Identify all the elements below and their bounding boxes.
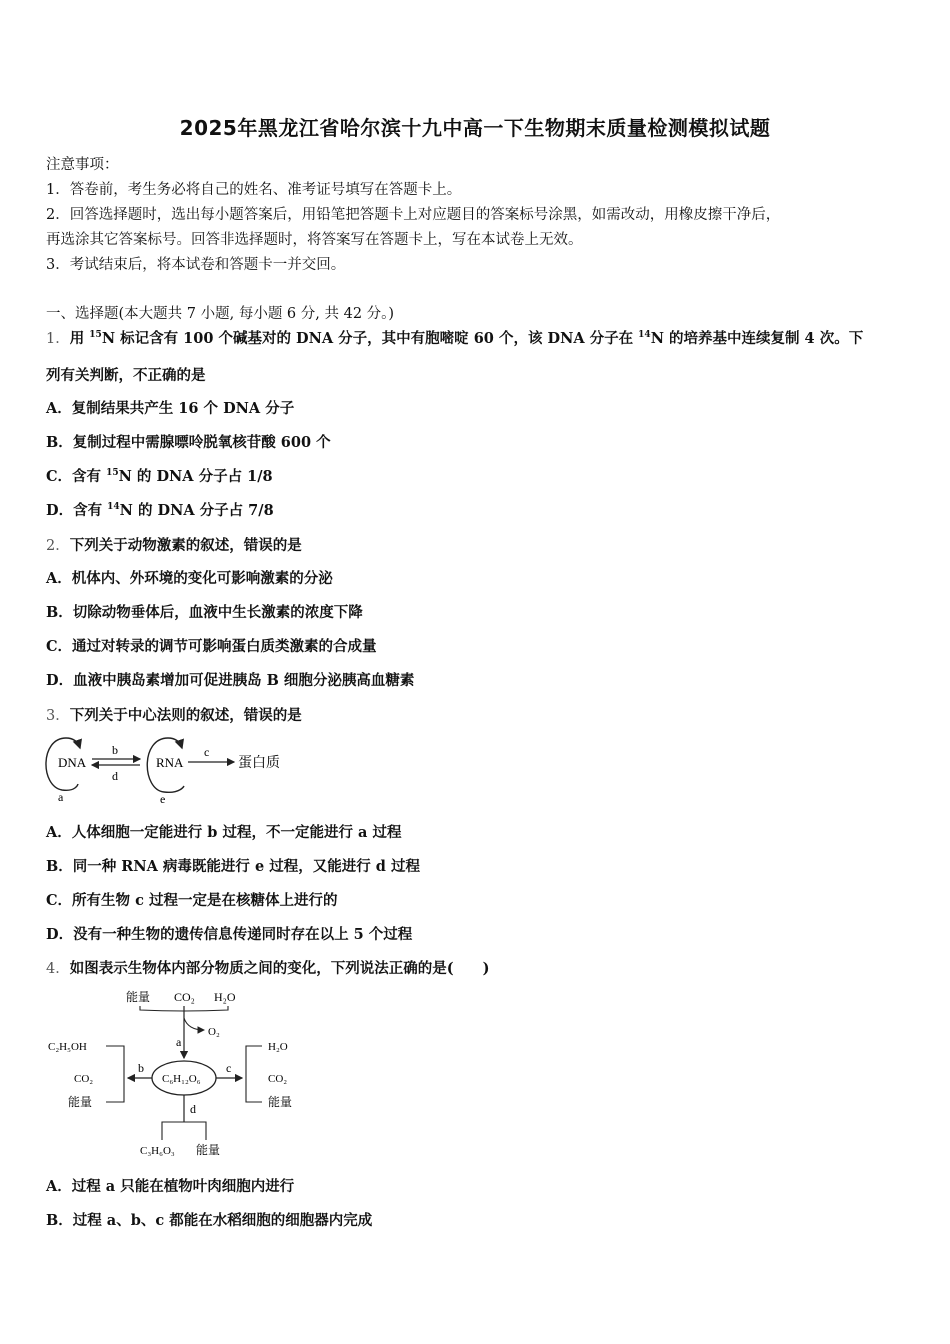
metabolism-diagram — [44, 984, 314, 1162]
central-dogma-diagram — [40, 728, 300, 810]
o2-label: O₂ — [208, 1026, 220, 1038]
bottom-energy: 能量 — [196, 1143, 221, 1157]
q1-option-d-sup: 14 — [107, 502, 120, 513]
bottom-lactate: C₃H₆O₃ — [140, 1145, 175, 1157]
q3-option-a: A．人体细胞一定能进行 b 过程，不一定能进行 a 过程 — [46, 824, 402, 841]
top-h2o: H₂O — [214, 990, 236, 1004]
q1-stem-b: N 标记含有 100 个碱基对的 DNA 分子，其中有胞嘧啶 60 个，该 DNA 分子在 — [101, 330, 639, 347]
q2-option-a: A．机体内、外环境的变化可影响激素的分泌 — [46, 570, 333, 587]
q3-option-c: C．所有生物 c 过程一定是在核糖体上进行的 — [46, 892, 338, 909]
q3-option-b: B．同一种 RNA 病毒既能进行 e 过程，又能进行 d 过程 — [46, 858, 420, 875]
q1-number: 1． — [46, 331, 70, 347]
right-h2o: H₂O — [268, 1041, 288, 1053]
label-c: c — [204, 745, 210, 759]
q2-option-b: B．切除动物垂体后，血液中生长激素的浓度下降 — [46, 604, 363, 621]
left-co2: CO₂ — [74, 1073, 94, 1085]
q1-option-c-a: C．含有 — [46, 468, 107, 485]
q1-sup-15: 15 — [89, 330, 102, 341]
q1-stem-c: N 的培养基中连续复制 4 次。下 — [650, 330, 864, 347]
arrow-o2 — [184, 1018, 204, 1030]
q2-option-c: C．通过对转录的调节可影响蛋白质类激素的合成量 — [46, 638, 377, 655]
top-co2: CO₂ — [174, 990, 195, 1004]
q1-sup-14: 14 — [638, 330, 651, 341]
notice-item-2: 2．回答选择题时，选出每小题答案后，用铅笔把答题卡上对应题目的答案标号涂黑，如需改动，用橡皮擦干净后， — [46, 207, 781, 223]
q3-stem-text: 下列关于中心法则的叙述，错误的是 — [69, 707, 302, 724]
q4-option-a: A．过程 a 只能在植物叶肉细胞内进行 — [46, 1178, 295, 1195]
q1-stem-line2: 列有关判断，不正确的是 — [46, 367, 206, 384]
left-bracket — [106, 1046, 124, 1102]
right-co2: CO₂ — [268, 1073, 288, 1085]
label-a: a — [176, 1035, 182, 1049]
q2-number: 2． — [46, 538, 70, 554]
top-energy: 能量 — [126, 990, 151, 1004]
q1-stem-a: 用 — [69, 330, 90, 347]
q4-stem — [46, 957, 489, 978]
label-b: b — [112, 743, 118, 757]
label-d: d — [190, 1102, 196, 1116]
q4-number: 4． — [46, 961, 70, 977]
left-ethanol: C₂H₅OH — [48, 1041, 87, 1053]
q3-stem — [46, 704, 302, 725]
notice-item-3: 3．考试结束后，将本试卷和答题卡一并交回。 — [46, 257, 346, 273]
q1-option-c-sup: 15 — [106, 468, 119, 479]
label-e: e — [160, 792, 166, 806]
q1-option-c — [46, 465, 273, 486]
q1-option-b: B．复制过程中需腺嘌呤脱氧核苷酸 600 个 — [46, 434, 331, 451]
notice-item-1: 1．答卷前，考生务必将自己的姓名、准考证号填写在答题卡上。 — [46, 182, 462, 198]
glucose-label: C₆H₁₂O₆ — [162, 1073, 201, 1085]
protein-label: 蛋白质 — [238, 756, 280, 771]
notice-heading: 注意事项： — [46, 157, 119, 173]
label-c: c — [226, 1061, 232, 1075]
loop-e-head — [168, 738, 182, 748]
q1-option-a: A．复制结果共产生 16 个 DNA 分子 — [46, 400, 295, 417]
q3-option-d: D．没有一种生物的遗传信息传递同时存在以上 5 个过程 — [46, 926, 413, 943]
q2-option-d: D．血液中胰岛素增加可促进胰岛 B 细胞分泌胰高血糖素 — [46, 672, 415, 689]
q4-option-b: B．过程 a、b、c 都能在水稻细胞的细胞器内完成 — [46, 1212, 373, 1229]
q1-option-d — [46, 499, 274, 520]
loop-a-head — [66, 738, 80, 748]
section-heading: 一、选择题(本大题共 7 小题, 每小题 6 分, 共 42 分。) — [46, 306, 395, 322]
exam-title: 2025年黑龙江省哈尔滨十九中高一下生物期末质量检测模拟试题 — [179, 116, 771, 140]
q1-option-d-b: N 的 DNA 分子占 7/8 — [119, 502, 274, 519]
bottom-bracket — [162, 1122, 206, 1140]
q1-option-c-b: N 的 DNA 分子占 1/8 — [118, 468, 273, 485]
dna-label: DNA — [58, 755, 87, 770]
q4-stem-text: 如图表示生物体内部分物质之间的变化，下列说法正确的是( ) — [69, 960, 490, 977]
right-energy: 能量 — [268, 1095, 293, 1109]
label-a: a — [58, 790, 64, 804]
q2-stem-text: 下列关于动物激素的叙述，错误的是 — [69, 537, 302, 554]
notice-item-2-cont: 再选涂其它答案标号。回答非选择题时，将答案写在答题卡上，写在本试卷上无效。 — [46, 232, 583, 248]
q2-stem — [46, 534, 302, 555]
q3-number: 3． — [46, 708, 70, 724]
label-d: d — [112, 769, 118, 783]
right-bracket — [246, 1046, 262, 1102]
q1-option-d-a: D．含有 — [46, 502, 108, 519]
q1-stem — [46, 327, 863, 348]
rna-label: RNA — [156, 755, 184, 770]
left-energy: 能量 — [68, 1095, 93, 1109]
label-b: b — [138, 1061, 144, 1075]
